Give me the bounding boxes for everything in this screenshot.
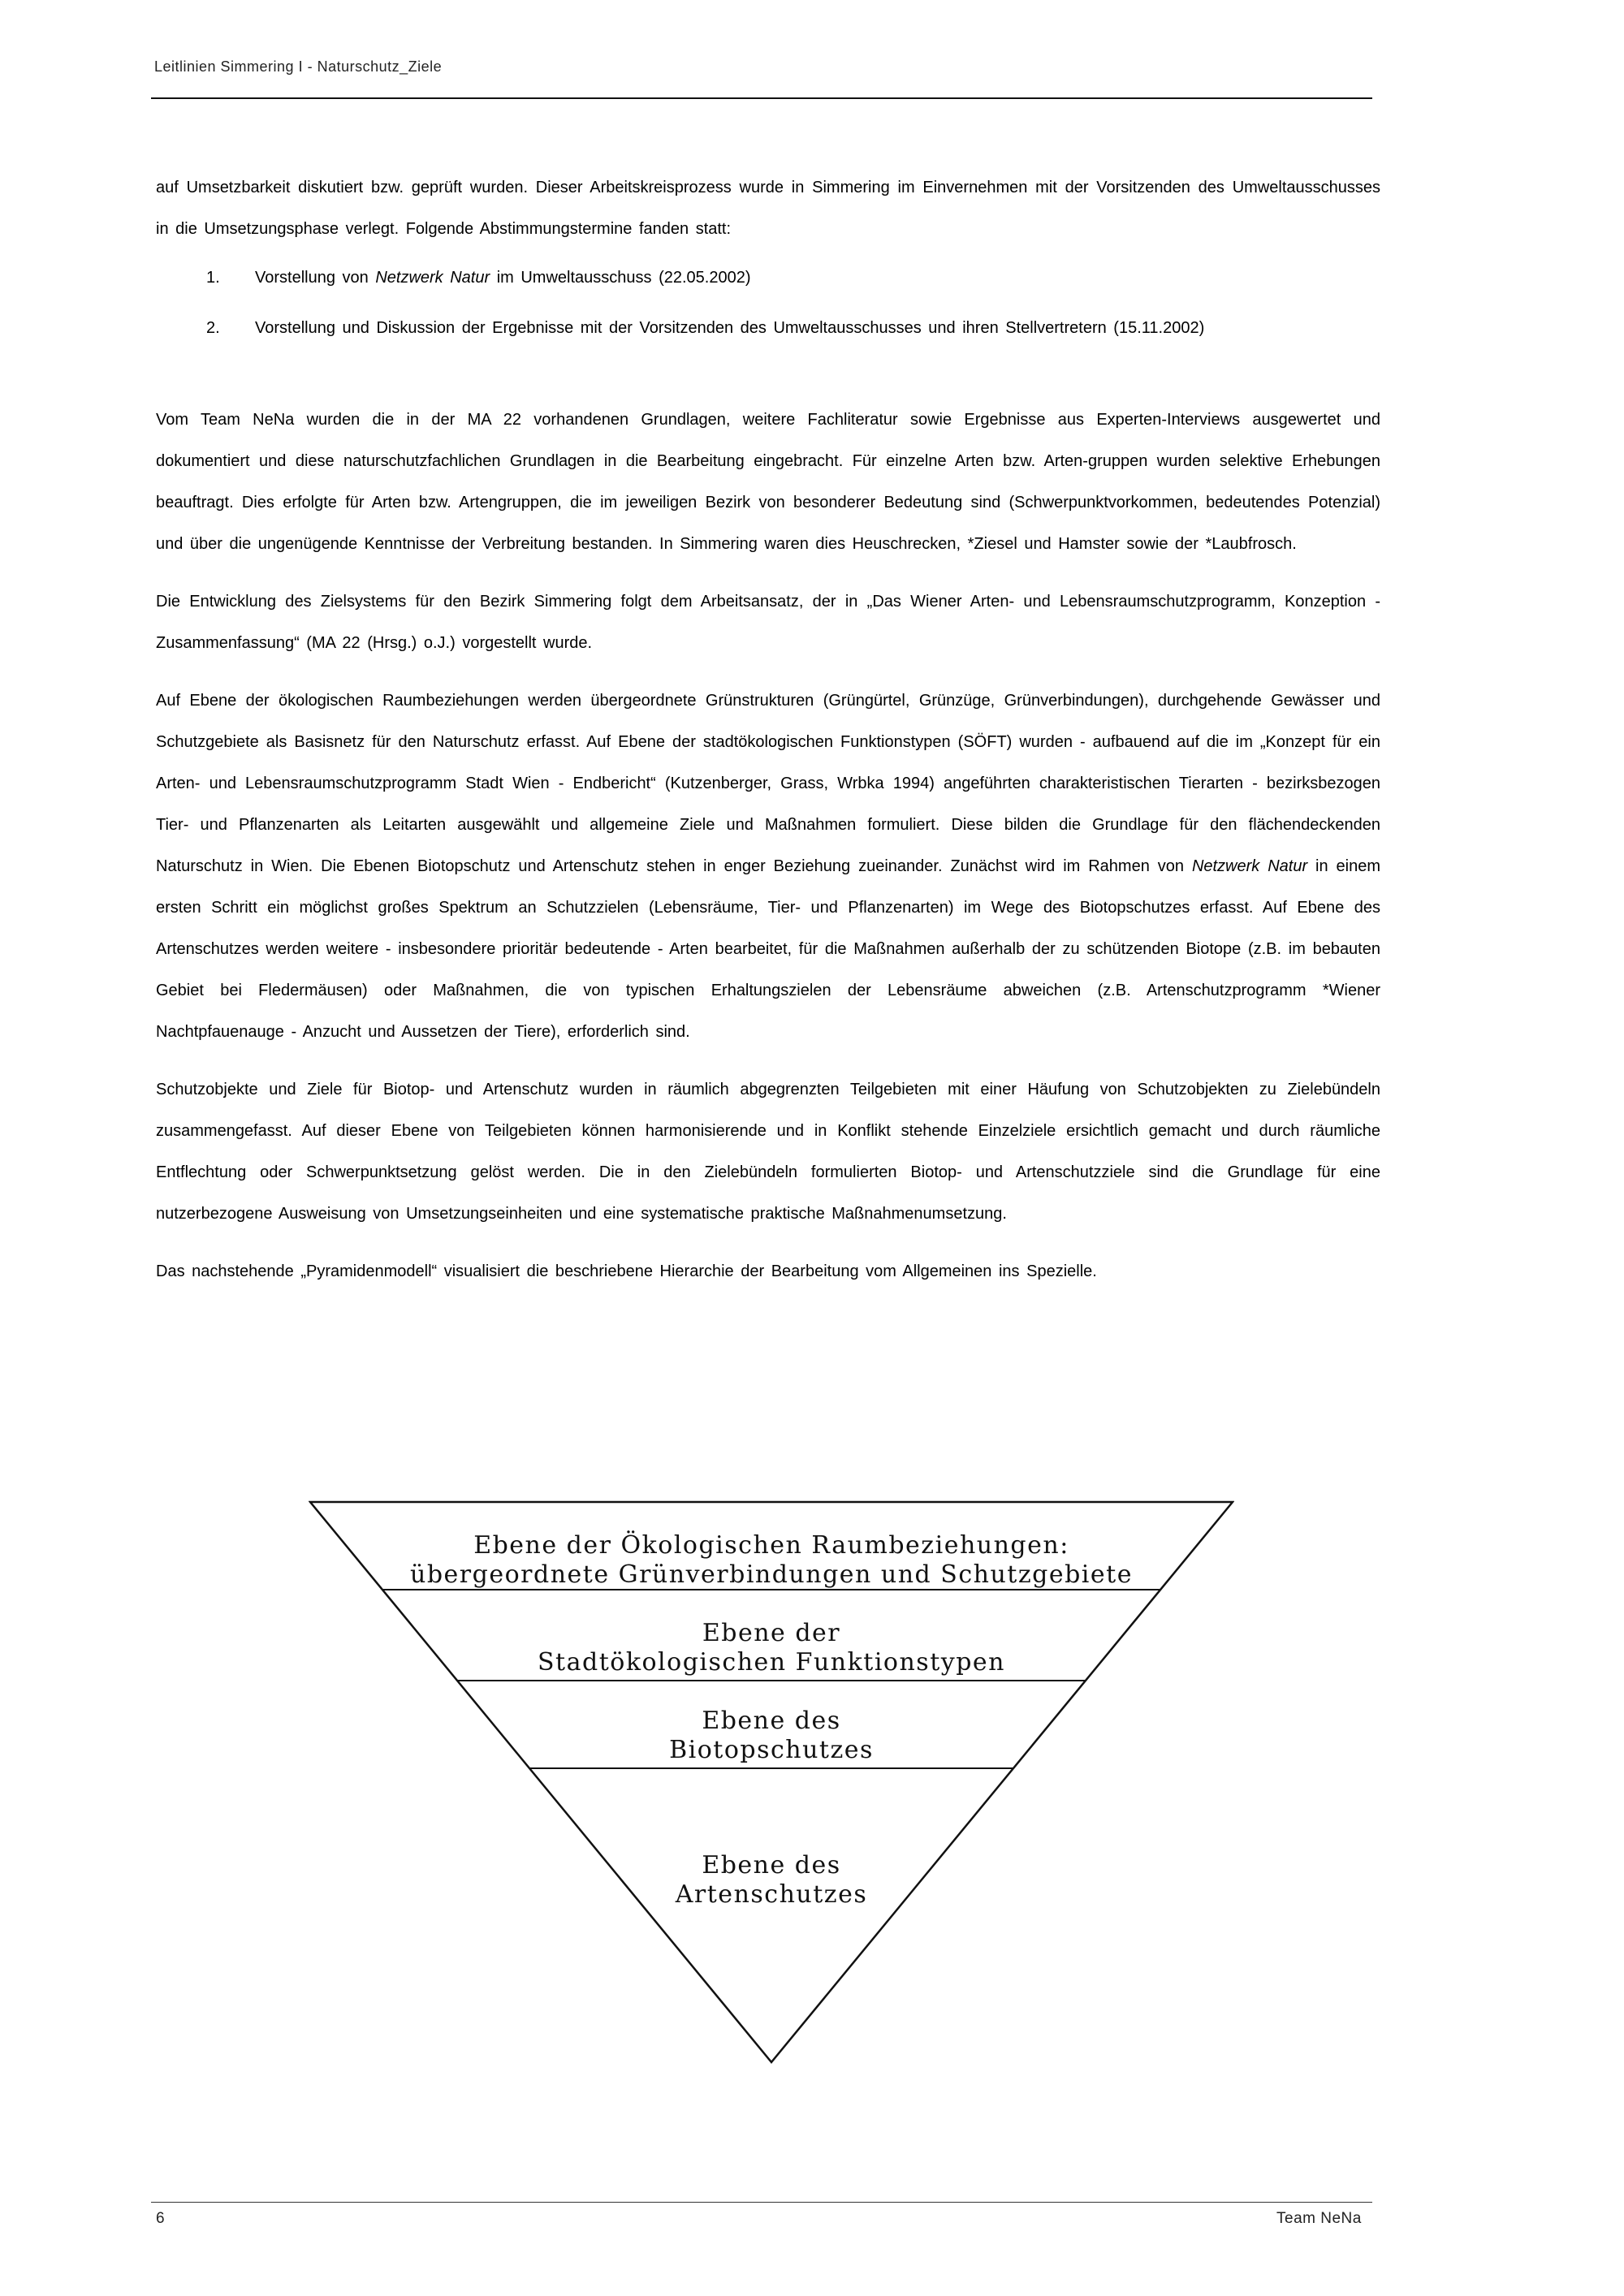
pyramid-level-artenschutz [309,1851,1234,1910]
list-text-after: im Umweltausschuss (22.05.2002) [490,269,751,287]
pyramid-level-subtitle: übergeordnete Grünverbindungen und Schutzgebiete [410,1560,1133,1589]
paragraph-3: Die Entwicklung des Zielsystems für den Bezirk Simmering folgt dem Arbeitsansatz, der in „Das Wiener Arten- und Lebensraumschutzprogramm, Konzeption - Zusammenfassung“ (MA 22 (Hrsg.) o.J.) vorgestellt wurde. [156,593,1380,652]
pyramid-level-raumbeziehungen [309,1531,1234,1590]
meeting-list [156,263,1380,343]
pyramid-level-subtitle: Stadtökologischen Funktionstypen [538,1648,1005,1677]
pyramid-level-title: Ebene der [702,1619,841,1647]
header-rule [151,97,1372,99]
pyramid-level-subtitle: Biotopschutzes [669,1736,874,1764]
list-text: Vorstellung und Diskussion der Ergebnisse mit der Vorsitzenden des Umweltausschusses und ihren Stellvertretern (15.11.2002) [255,319,1205,337]
list-item [156,263,1380,292]
paragraph-1: auf Umsetzbarkeit diskutiert bzw. geprüft wurden. Dieser Arbeitskreisprozess wurde in Simmering im Einvernehmen mit der Vorsitzenden des Umweltausschusses in die Umsetzungsphase verlegt. Folgende Abstimmungstermine fanden statt: [156,179,1380,238]
pyramid-level-subtitle: Artenschutzes [675,1880,868,1909]
footer-rule [151,2202,1372,2203]
document-body [156,167,1380,1309]
paragraph-4-emphasis: Netzwerk Natur [1191,857,1308,875]
list-number: 1. [206,269,220,287]
page-number: 6 [156,2210,165,2227]
paragraph-4-part-a: Auf Ebene der ökologischen Raumbeziehungen werden übergeordnete Grünstrukturen (Grüngürtel, Grünzüge, Grünverbindungen), durchgehende Gewässer und Schutzgebiete als Basisnetz für den Naturschutz erfasst. Auf Ebene der stadtökologischen Funktionstypen (SÖFT) wurden - aufbauend auf die im „Konzept für ein Arten- und Lebensraumschutzprogramm Stadt Wien - Endbericht“ (Kutzenberger, Grass, Wrbka 1994) angeführten charakteristischen Tierarten - bezirksbezogen Tier- und Pflanzenarten als Leitarten ausgewählt und allgemeine Ziele und Maßnahmen formuliert. Diese bilden die Grundlage für den flächendeckenden Naturschutz in Wien. Die Ebenen Biotopschutz und Artenschutz stehen in enger Beziehung zueinander. Zunächst wird im Rahmen von [156,692,1380,875]
paragraph-2: Vom Team NeNa wurden die in der MA 22 vorhandenen Grundlagen, weitere Fachliteratur sowie Ergebnisse aus Experten-Interviews ausgewertet und dokumentiert und diese naturschutzfachlichen Grundlagen in die Bearbeitung eingebracht. Für einzelne Arten bzw. Arten-gruppen wurden selektive Erhebungen beauftragt. Dies erfolgte für Arten bzw. Artengruppen, die im jeweiligen Bezirk von besonderer Bedeutung sind (Schwerpunktvorkommen, bedeutendes Potenzial) und über die ungenügende Kenntnisse der Verbreitung bestanden. In Simmering waren dies Heuschrecken, *Ziesel und Hamster sowie der *Laubfrosch. [156,411,1380,553]
page-header: Leitlinien Simmering I - Naturschutz_Ziele [154,58,443,75]
page-footer-author: Team NeNa [1276,2210,1362,2227]
paragraph-4 [156,680,1380,1053]
pyramid-level-title: Ebene des [702,1707,841,1735]
paragraph-4-part-b: in einem ersten Schritt ein möglichst großes Spektrum an Schutzzielen (Lebensräume, Tier- und Pflanzenarten) im Wege des Biotopschutzes erfasst. Auf Ebene des Artenschutzes werden weitere - insbesondere prioritär bedeutende - Arten bearbeitet, für die Maßnahmen außerhalb der zu schützenden Biotope (z.B. im bebauten Gebiet bei Fledermäusen) oder Maßnahmen, die von typischen Erhaltungszielen der Lebensräume abweichen (z.B. Artenschutzprogramm *Wiener Nachtpfauenauge - Anzucht und Aussetzen der Tiere), erforderlich sind. [156,857,1381,1041]
pyramid-level-funktionstypen [309,1619,1234,1677]
pyramid-level-title: Ebene der Ökologischen Raumbeziehungen: [473,1531,1069,1560]
list-item [156,313,1380,343]
paragraph-6: Das nachstehende „Pyramidenmodell“ visualisiert die beschriebene Hierarchie der Bearbeitung vom Allgemeinen ins Spezielle. [156,1262,1097,1280]
list-number: 2. [206,319,220,337]
paragraph-5: Schutzobjekte und Ziele für Biotop- und Artenschutz wurden in räumlich abgegrenzten Teilgebieten mit einer Häufung von Schutzobjekten zu Zielebündeln zusammengefasst. Auf dieser Ebene von Teilgebieten können harmonisierende und in Konflikt stehende Einzelziele ersichtlich gemacht und durch räumliche Entflechtung oder Schwerpunktsetzung gelöst werden. Die in den Zielebündeln formulierten Biotop- und Artenschutzziele sind die Grundlage für eine nutzerbezogene Ausweisung von Umsetzungseinheiten und eine systematische praktische Maßnahmenumsetzung. [156,1081,1380,1223]
pyramid-level-title: Ebene des [702,1851,841,1880]
list-text-before: Vorstellung von [255,269,376,287]
list-text-emphasis: Netzwerk Natur [375,269,490,287]
pyramid-level-biotopschutz [309,1707,1234,1765]
